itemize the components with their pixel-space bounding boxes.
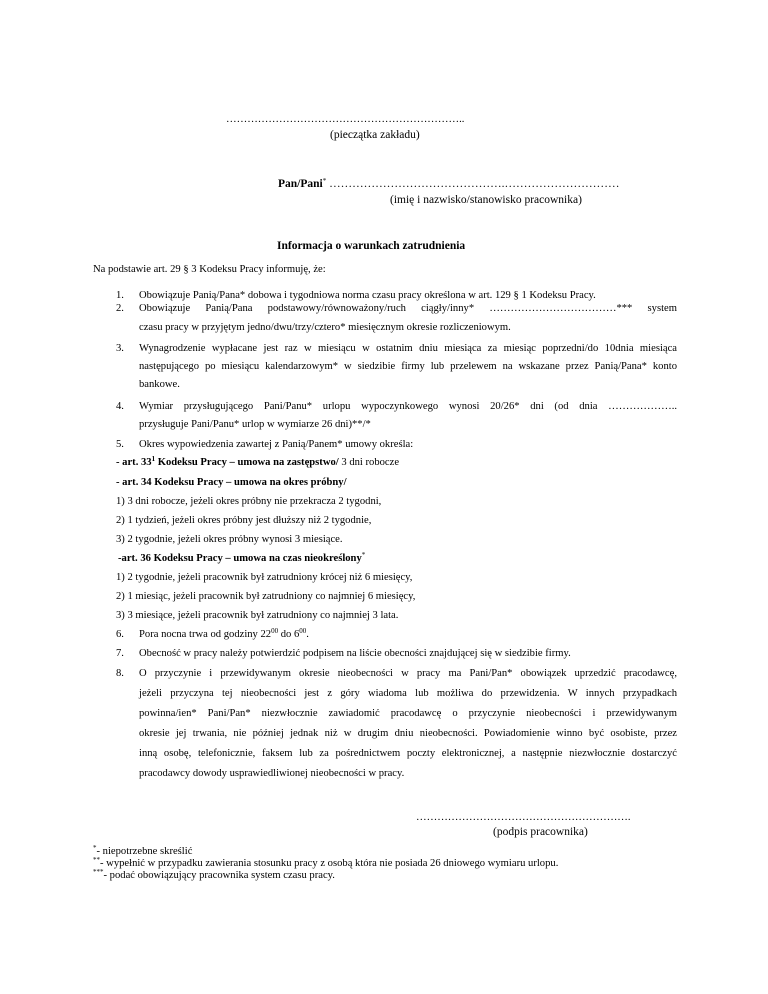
item-8-line-6: pracodawcy dowody usprawiedliwionej nieobecności w pracy.: [139, 768, 405, 779]
item-5-text: Okres wypowiedzenia zawartej z Panią/Panem* umowy określa:: [139, 439, 414, 450]
item-7-text: Obecność w pracy należy potwierdzić podpisem na liście obecności znajdującej się w siedzibie firmy.: [139, 648, 571, 659]
art-34-heading: - art. 34 Kodeksu Pracy – umowa na okres próbny/: [116, 477, 347, 488]
item-6-text-start: Pora nocna trwa od godziny 22: [139, 629, 272, 640]
signature-dotted-line: …………………………………………………….: [416, 812, 631, 823]
item-8-line-5: inną osobę, telefonicznie, faksem lub za pośrednictwem poczty elektronicznej, a następnie niezwłocznie dostarczyć: [139, 748, 677, 759]
item-6-superscript-2: 00: [299, 627, 307, 635]
item-6-superscript-1: 00: [271, 627, 279, 635]
stamp-label: (pieczątka zakładu): [330, 129, 420, 141]
art-36-heading-line: [118, 553, 365, 564]
item-6-text: [139, 629, 677, 640]
item-4-line-1: Wymiar przysługującego Pani/Panu* urlopu wypoczynkowego wynosi 20/26* dni (od dnia ………………..: [139, 401, 677, 412]
item-5-number: 5.: [116, 439, 124, 450]
item-2-line-2: czasu pracy w przyjętym jedno/dwu/trzy/cztero* miesięcznym okresie rozliczeniowym.: [139, 322, 511, 333]
footnote-3-text: - podać obowiązujący pracownika system czasu pracy.: [103, 870, 335, 881]
art-36-heading: -art. 36 Kodeksu Pracy – umowa na czas nieokreślony: [118, 553, 362, 564]
art-34-item-3: 3) 2 tygodnie, jeżeli okres próbny wynosi 3 miesiące.: [116, 534, 343, 545]
addressee-footnote-mark: *: [322, 177, 327, 185]
footnote-3-mark: ***: [93, 868, 104, 876]
addressee-caption: (imię i nazwisko/stanowisko pracownika): [390, 194, 582, 206]
item-6-number: 6.: [116, 629, 124, 640]
art-33-superscript: 1: [151, 455, 156, 463]
item-8-line-2: jeżeli przyczyna tej nieobecności jest z góry wiadoma lub możliwa do przewidzenia. W innych przypadkach: [139, 688, 677, 699]
addressee-line: [278, 178, 619, 190]
footnote-2: [93, 858, 558, 869]
intro-text: Na podstawie art. 29 § 3 Kodeksu Pracy informuję, że:: [93, 264, 326, 275]
document-title: Informacja o warunkach zatrudnienia: [277, 240, 466, 252]
item-2-line-1: Obowiązuje Panią/Pana podstawowy/równoważony/ruch ciągły/inny* ………………………………*** system: [139, 303, 677, 314]
stamp-dotted-line: …………………………………………………………..: [226, 114, 465, 125]
art-36-footnote-mark: *: [361, 551, 366, 559]
item-1-number: 1.: [116, 290, 124, 301]
addressee-label: Pan/Pani: [278, 178, 323, 190]
item-8-line-3: powinna/ien* Pani/Pan* niezwłocznie zawiadomić pracodawcę o przyczynie nieobecności i przewidywanym: [139, 708, 677, 719]
item-3-line-3: bankowe.: [139, 379, 180, 390]
signature-label: (podpis pracownika): [493, 826, 588, 838]
footnote-3: [93, 870, 335, 881]
art-36-item-3: 3) 3 miesiące, jeżeli pracownik był zatrudniony co najmniej 3 lata.: [116, 610, 399, 621]
art-33-title: Kodeksu Pracy – umowa na zastępstwo/: [155, 457, 339, 468]
footnote-1-text: - niepotrzebne skreślić: [96, 846, 193, 857]
item-6-text-end: .: [306, 629, 309, 640]
art-33-label: - art. 33: [116, 457, 152, 468]
item-8-line-1: O przyczynie i przewidywanym okresie nieobecności w pracy ma Pani/Pan* obowiązek uprzedzić pracodawcę,: [139, 668, 677, 679]
item-8-line-4: okresie jej trwania, nie później jednak niż w drugim dniu nieobecności. Powiadomienie winno być osobiste, przez: [139, 728, 677, 739]
footnote-1-mark: *: [93, 844, 97, 852]
footnote-2-text: - wypełnić w przypadku zawierania stosunku pracy z osobą która nie posiada 26 dniowego wymiaru urlopu.: [100, 858, 559, 869]
addressee-dotted-line: ……………………………………….…………………………: [326, 178, 620, 190]
item-8-number: 8.: [116, 668, 124, 679]
item-2-number: 2.: [116, 303, 124, 314]
item-3-line-1: Wynagrodzenie wypłacane jest raz w miesiącu w ostatnim dniu miesiąca za miesiąc poprzedni/do 10dnia miesiąca: [139, 343, 677, 354]
art-36-item-1: 1) 2 tygodnie, jeżeli pracownik był zatrudniony krócej niż 6 miesięcy,: [116, 572, 413, 583]
item-4-line-2: przysługuje Pani/Panu* urlop w wymiarze 26 dni)**/*: [139, 419, 371, 430]
item-6-text-mid: do 6: [278, 629, 300, 640]
item-4-number: 4.: [116, 401, 124, 412]
footnote-2-mark: **: [93, 856, 100, 864]
art-33-line: [116, 457, 399, 468]
art-36-item-2: 2) 1 miesiąc, jeżeli pracownik był zatrudniony co najmniej 6 miesięcy,: [116, 591, 416, 602]
art-34-item-2: 2) 1 tydzień, jeżeli okres próbny jest dłuższy niż 2 tygodnie,: [116, 515, 372, 526]
art-34-item-1: 1) 3 dni robocze, jeżeli okres próbny nie przekracza 2 tygodni,: [116, 496, 382, 507]
item-3-line-2: następującego po miesiącu kalendarzowym* w siedzibie firmy lub przelewem na wskazane przez Panią/Pana* konto: [139, 361, 677, 372]
item-1-text: Obowiązuje Panią/Pana* dobowa i tygodniowa norma czasu pracy określona w art. 129 § 1 Kodeksu Pracy.: [139, 290, 596, 301]
art-33-period: 3 dni robocze: [338, 457, 400, 468]
item-3-number: 3.: [116, 343, 124, 354]
item-7-number: 7.: [116, 648, 124, 659]
footnote-1: [93, 846, 192, 857]
